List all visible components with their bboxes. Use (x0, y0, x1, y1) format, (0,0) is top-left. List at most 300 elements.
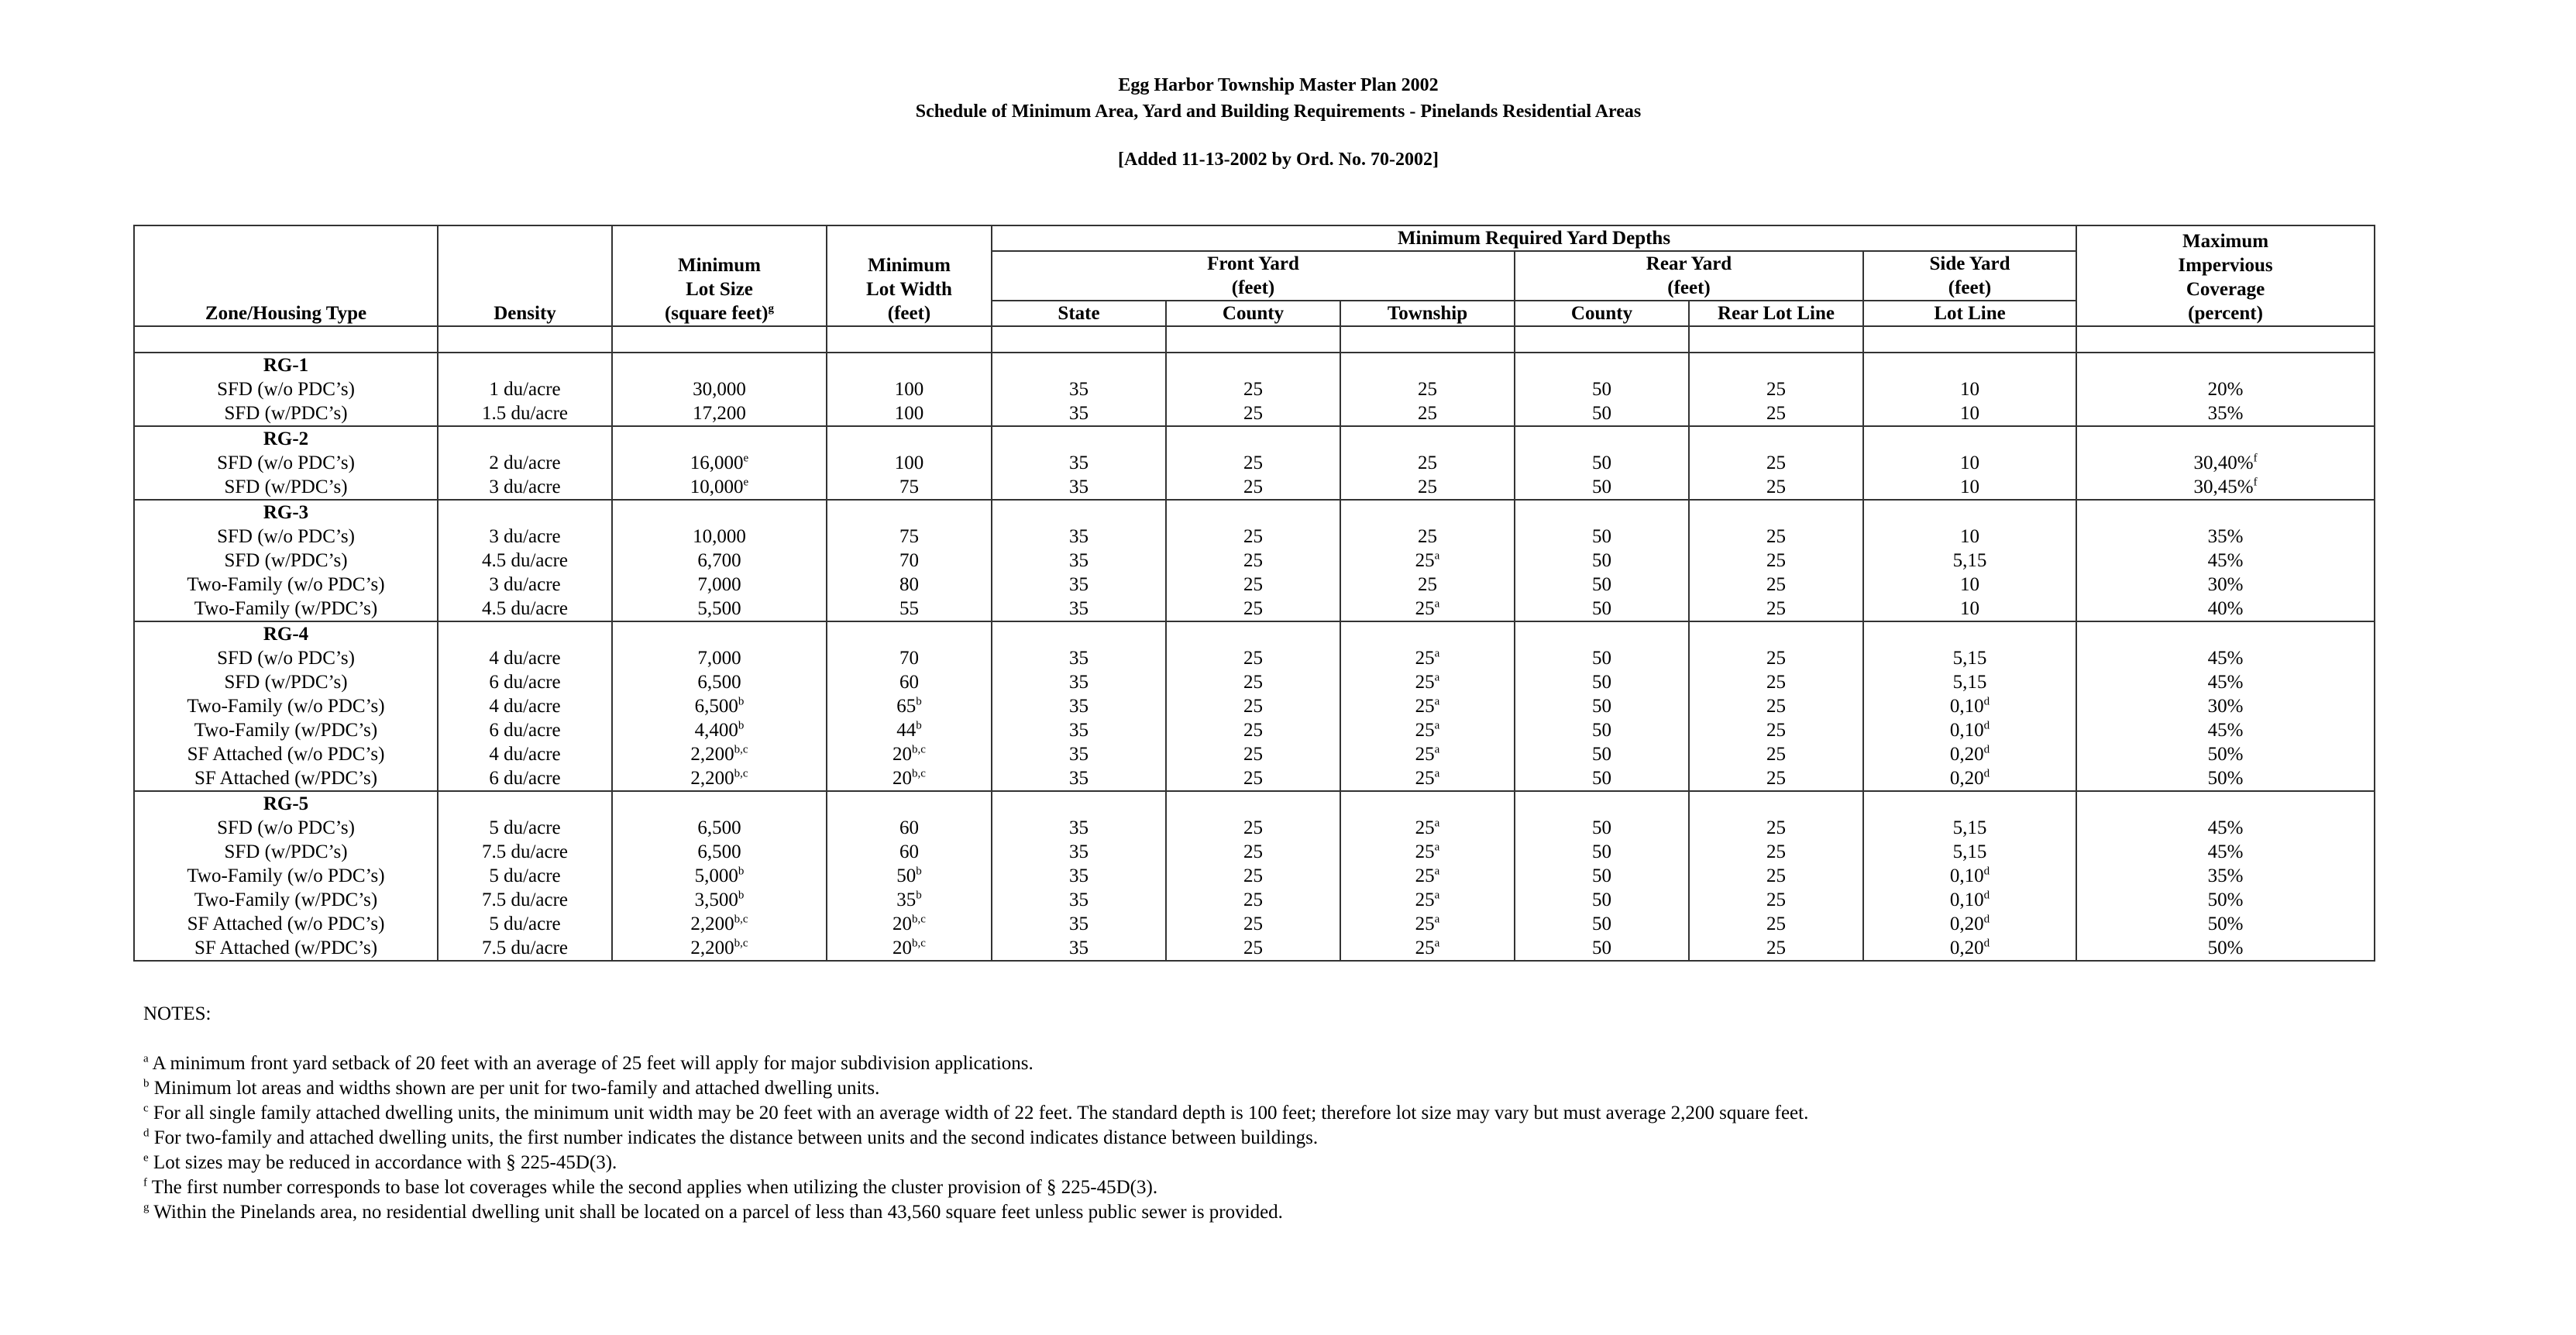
rear-county-cell-value: 50 (1592, 598, 1611, 619)
front-county-cell-value: 25 (1243, 526, 1263, 547)
table-row (134, 597, 2375, 621)
lot-size-cell (612, 549, 827, 573)
front-state-cell-value: 35 (1069, 379, 1089, 400)
zone-header-row (134, 426, 2375, 451)
front-state-cell-value: 35 (1069, 648, 1089, 669)
housing-type-cell (134, 936, 438, 961)
lot-width-cell-value: 20 (892, 768, 913, 789)
coverage-cell (2076, 646, 2375, 670)
table-row (134, 694, 2375, 718)
front-county-cell-value: 25 (1243, 938, 1263, 958)
front-state-cell-value: 35 (1069, 889, 1089, 910)
housing-type-cell-value: SF Attached (w/PDC’s) (194, 768, 378, 789)
rear-lot-line-cell (1689, 573, 1863, 597)
density-cell (438, 670, 612, 694)
document-subtitle: Schedule of Minimum Area, Yard and Building Requirements - Pinelands Residential Areas (915, 102, 1642, 122)
document-header (0, 72, 2557, 173)
footnote-marker: a (1434, 817, 1440, 830)
front-township-cell (1340, 475, 1515, 500)
lot-size-cell-value: 5,000 (694, 865, 738, 886)
side-lot-line-cell (1863, 718, 2076, 742)
density-cell-value: 7.5 du/acre (481, 841, 569, 862)
lot-size-cell (612, 525, 827, 549)
rear-lot-line-cell (1689, 888, 1863, 912)
front-county-cell (1166, 451, 1340, 475)
lot-width-cell (827, 549, 992, 573)
rear-lot-line-cell (1689, 766, 1863, 791)
rear-lot-line-cell (1689, 475, 1863, 500)
coverage-cell (2076, 840, 2375, 864)
housing-type-cell (134, 840, 438, 864)
front-county-cell-value: 25 (1243, 720, 1263, 741)
empty-cell (992, 426, 1166, 451)
side-lot-line-cell (1863, 549, 2076, 573)
front-township-cell (1340, 766, 1515, 791)
coverage-cell-value: 35% (2207, 526, 2244, 547)
empty-cell (612, 621, 827, 646)
lot-width-cell-value: 35 (896, 889, 917, 910)
lot-size-cell-value: 6,500 (697, 841, 741, 862)
empty-cell (2076, 500, 2375, 525)
rear-county-cell (1515, 936, 1689, 961)
lot-size-cell-value: 2,200 (690, 938, 734, 958)
rear-lot-line-cell (1689, 840, 1863, 864)
rear-lot-line-cell-value: 25 (1766, 379, 1786, 400)
footnote-marker: b (738, 719, 745, 732)
housing-type-cell (134, 864, 438, 888)
rear-county-cell (1515, 475, 1689, 500)
density-cell-value: 5 du/acre (489, 914, 561, 934)
rear-county-cell-value: 50 (1592, 452, 1611, 473)
front-township-cell (1340, 888, 1515, 912)
note-marker: g (143, 1201, 150, 1214)
front-township-cell-value: 25 (1415, 648, 1435, 669)
header-zone-housing-type: Zone/Housing Type (134, 225, 438, 326)
lot-size-cell (612, 670, 827, 694)
front-township-cell-value: 25 (1418, 574, 1437, 595)
housing-type-cell (134, 401, 438, 426)
rear-lot-line-cell (1689, 597, 1863, 621)
empty-cell (1340, 791, 1515, 816)
table-row (134, 549, 2375, 573)
side-lot-line-cell-value: 0,10 (1949, 720, 1984, 741)
lot-size-cell (612, 718, 827, 742)
note-item (143, 1126, 1808, 1151)
density-cell (438, 549, 612, 573)
side-lot-line-cell (1863, 646, 2076, 670)
front-county-cell-value: 25 (1243, 696, 1263, 717)
empty-cell (1340, 353, 1515, 377)
rear-county-cell-value: 50 (1592, 720, 1611, 741)
table-row (134, 475, 2375, 500)
front-township-cell (1340, 401, 1515, 426)
front-township-cell (1340, 573, 1515, 597)
lot-width-cell (827, 401, 992, 426)
rear-county-cell (1515, 888, 1689, 912)
empty-cell (1515, 791, 1689, 816)
housing-type-cell-value: SFD (w/PDC’s) (224, 477, 348, 497)
housing-type-cell-value: SFD (w/o PDC’s) (217, 452, 355, 473)
housing-type-cell-value: Two-Family (w/o PDC’s) (187, 865, 385, 886)
side-lot-line-cell (1863, 573, 2076, 597)
rear-county-cell-value: 50 (1592, 574, 1611, 595)
empty-cell (992, 621, 1166, 646)
empty-cell (1166, 621, 1340, 646)
lot-width-cell-value: 65 (896, 696, 917, 717)
front-township-cell (1340, 377, 1515, 401)
lot-width-cell-value: 75 (899, 526, 919, 547)
lot-width-cell-value: 20 (892, 914, 913, 934)
rear-county-cell-value: 50 (1592, 914, 1611, 934)
footnote-marker: b,c (734, 743, 748, 756)
coverage-cell (2076, 766, 2375, 791)
footnote-marker: b (916, 719, 922, 732)
density-cell (438, 401, 612, 426)
empty-cell (1515, 621, 1689, 646)
zone-header-row (134, 353, 2375, 377)
housing-type-cell (134, 912, 438, 936)
lot-width-cell (827, 646, 992, 670)
coverage-cell-value: 45% (2207, 550, 2244, 571)
lot-size-cell-value: 4,400 (694, 720, 738, 741)
table-row (134, 840, 2375, 864)
lot-width-cell-value: 100 (894, 403, 924, 424)
amendment-note: [Added 11-13-2002 by Ord. No. 70-2002] (1117, 150, 1439, 170)
rear-lot-line-cell (1689, 912, 1863, 936)
front-township-cell (1340, 646, 1515, 670)
footnote-marker: d (1983, 865, 1990, 878)
front-state-cell-value: 35 (1069, 865, 1089, 886)
side-lot-line-cell-value: 0,20 (1949, 744, 1984, 765)
front-county-cell-value: 25 (1243, 403, 1263, 424)
rear-lot-line-cell (1689, 646, 1863, 670)
coverage-cell (2076, 525, 2375, 549)
front-county-cell-value: 25 (1243, 550, 1263, 571)
coverage-cell (2076, 816, 2375, 840)
coverage-cell-value: 50% (2207, 744, 2244, 765)
empty-cell (1340, 621, 1515, 646)
front-state-cell (992, 718, 1166, 742)
footnote-marker: b,c (734, 767, 748, 780)
coverage-cell (2076, 597, 2375, 621)
front-state-cell-value: 35 (1069, 768, 1089, 789)
rear-lot-line-cell (1689, 694, 1863, 718)
coverage-cell-value: 45% (2207, 720, 2244, 741)
front-county-cell-value: 25 (1243, 574, 1263, 595)
front-state-cell (992, 573, 1166, 597)
empty-cell (827, 426, 992, 451)
density-cell (438, 718, 612, 742)
footnote-marker: b (916, 865, 922, 878)
header-minimum-lot-width: Minimum Lot Width (feet) (827, 225, 992, 326)
table-row (134, 936, 2375, 961)
rear-county-cell (1515, 718, 1689, 742)
front-county-cell (1166, 936, 1340, 961)
rear-lot-line-cell-value: 25 (1766, 574, 1786, 595)
side-lot-line-cell-value: 0,20 (1949, 768, 1984, 789)
table-row (134, 912, 2375, 936)
front-county-cell (1166, 401, 1340, 426)
lot-width-cell (827, 670, 992, 694)
coverage-cell-value: 45% (2207, 817, 2244, 838)
lot-width-cell-value: 70 (899, 550, 919, 571)
rear-county-cell (1515, 840, 1689, 864)
front-county-cell (1166, 742, 1340, 766)
density-cell-value: 3 du/acre (489, 526, 561, 547)
lot-size-cell (612, 888, 827, 912)
footnote-marker: b (738, 865, 745, 878)
note-marker: b (143, 1077, 150, 1090)
header-side-lot-line: Lot Line (1863, 301, 2076, 326)
front-state-cell-value: 35 (1069, 452, 1089, 473)
lot-size-cell (612, 936, 827, 961)
housing-type-cell-value: Two-Family (w/o PDC’s) (187, 696, 385, 717)
rear-county-cell (1515, 401, 1689, 426)
header-rear-lot-line: Rear Lot Line (1689, 301, 1863, 326)
rear-county-cell-value: 50 (1592, 672, 1611, 693)
density-cell (438, 451, 612, 475)
rear-lot-line-cell-value: 25 (1766, 696, 1786, 717)
front-county-cell (1166, 475, 1340, 500)
front-township-cell-value: 25 (1418, 477, 1437, 497)
coverage-cell-value: 45% (2207, 648, 2244, 669)
empty-cell (827, 621, 992, 646)
density-cell (438, 936, 612, 961)
housing-type-cell (134, 742, 438, 766)
density-cell-value: 6 du/acre (489, 672, 561, 693)
rear-county-cell-value: 50 (1592, 817, 1611, 838)
front-township-cell (1340, 936, 1515, 961)
rear-county-cell-value: 50 (1592, 696, 1611, 717)
footnote-marker: g (768, 302, 775, 315)
empty-cell (612, 353, 827, 377)
note-item (143, 1200, 1808, 1225)
side-lot-line-cell (1863, 912, 2076, 936)
rear-county-cell (1515, 816, 1689, 840)
table-row (134, 646, 2375, 670)
front-county-cell (1166, 718, 1340, 742)
rear-lot-line-cell (1689, 936, 1863, 961)
rear-county-cell (1515, 451, 1689, 475)
lot-size-cell-value: 6,500 (697, 672, 741, 693)
front-county-cell (1166, 525, 1340, 549)
table-row (134, 888, 2375, 912)
empty-cell (1689, 791, 1863, 816)
front-township-cell-value: 25 (1415, 889, 1435, 910)
front-county-cell-value: 25 (1243, 477, 1263, 497)
lot-size-cell-value: 5,500 (697, 598, 741, 619)
note-marker: d (143, 1127, 150, 1140)
housing-type-cell (134, 549, 438, 573)
header-minimum-lot-size: Minimum Lot Size (square feet)$^g$ (612, 225, 827, 326)
density-cell (438, 816, 612, 840)
side-lot-line-cell-value: 10 (1960, 477, 1980, 497)
front-state-cell-value: 35 (1069, 914, 1089, 934)
lot-width-cell (827, 864, 992, 888)
coverage-cell (2076, 912, 2375, 936)
rear-lot-line-cell-value: 25 (1766, 403, 1786, 424)
front-county-cell-value: 25 (1243, 744, 1263, 765)
housing-type-cell (134, 597, 438, 621)
housing-type-cell (134, 377, 438, 401)
footnote-marker: b,c (912, 937, 926, 950)
lot-width-cell (827, 597, 992, 621)
rear-lot-line-cell (1689, 401, 1863, 426)
coverage-cell (2076, 742, 2375, 766)
rear-county-cell (1515, 766, 1689, 791)
empty-cell (612, 500, 827, 525)
empty-cell (1166, 426, 1340, 451)
footnote-marker: a (1434, 695, 1440, 708)
side-lot-line-cell (1863, 475, 2076, 500)
front-state-cell-value: 35 (1069, 696, 1089, 717)
housing-type-cell (134, 573, 438, 597)
rear-lot-line-cell-value: 25 (1766, 550, 1786, 571)
side-lot-line-cell (1863, 694, 2076, 718)
empty-cell (2076, 621, 2375, 646)
lot-width-cell-value: 60 (899, 672, 919, 693)
density-cell-value: 6 du/acre (489, 768, 561, 789)
side-lot-line-cell (1863, 888, 2076, 912)
footnote-marker: d (1983, 913, 1990, 926)
side-lot-line-cell (1863, 451, 2076, 475)
lot-width-cell (827, 888, 992, 912)
lot-width-cell (827, 451, 992, 475)
front-state-cell-value: 35 (1069, 672, 1089, 693)
rear-county-cell-value: 50 (1592, 648, 1611, 669)
density-cell-value: 7.5 du/acre (481, 889, 569, 910)
header-county: County (1166, 301, 1340, 326)
header-yard-depths: Minimum Required Yard Depths (992, 225, 2076, 251)
rear-lot-line-cell-value: 25 (1766, 938, 1786, 958)
front-township-cell-value: 25 (1415, 841, 1435, 862)
front-township-cell-value: 25 (1415, 550, 1435, 571)
side-lot-line-cell (1863, 840, 2076, 864)
note-item (143, 1101, 1808, 1126)
side-lot-line-cell-value: 5,15 (1952, 648, 1987, 669)
housing-type-cell-value: SF Attached (w/o PDC’s) (187, 744, 385, 765)
empty-cell (438, 500, 612, 525)
front-county-cell (1166, 549, 1340, 573)
front-state-cell (992, 694, 1166, 718)
table-body (134, 326, 2375, 961)
rear-lot-line-cell-value: 25 (1766, 720, 1786, 741)
rear-county-cell (1515, 597, 1689, 621)
front-state-cell (992, 646, 1166, 670)
notes-heading: NOTES: (143, 1003, 212, 1024)
density-cell (438, 475, 612, 500)
front-state-cell-value: 35 (1069, 598, 1089, 619)
front-township-cell (1340, 694, 1515, 718)
empty-cell (827, 791, 992, 816)
empty-cell (1689, 426, 1863, 451)
lot-size-cell (612, 451, 827, 475)
front-county-cell-value: 25 (1243, 865, 1263, 886)
side-lot-line-cell (1863, 936, 2076, 961)
footnote-marker: a (1434, 889, 1440, 902)
footnote-marker: e (743, 452, 749, 465)
coverage-cell-value: 45% (2207, 672, 2244, 693)
housing-type-cell-value: SFD (w/o PDC’s) (217, 379, 355, 400)
rear-lot-line-cell-value: 25 (1766, 672, 1786, 693)
front-township-cell-value: 25 (1415, 817, 1435, 838)
footnote-marker: a (1434, 865, 1440, 878)
side-lot-line-cell (1863, 525, 2076, 549)
front-township-cell-value: 25 (1415, 744, 1435, 765)
footnote-marker: b,c (734, 937, 748, 950)
front-county-cell (1166, 646, 1340, 670)
empty-cell (992, 500, 1166, 525)
front-township-cell-value: 25 (1418, 379, 1437, 400)
coverage-cell-value: 20% (2207, 379, 2244, 400)
rear-lot-line-cell (1689, 816, 1863, 840)
lot-width-cell (827, 936, 992, 961)
front-township-cell (1340, 840, 1515, 864)
table-row (134, 573, 2375, 597)
density-cell-value: 2 du/acre (489, 452, 561, 473)
empty-cell (1863, 500, 2076, 525)
coverage-cell-value: 30% (2207, 574, 2244, 595)
footnote-marker: a (1434, 913, 1440, 926)
front-township-cell-value: 25 (1415, 598, 1435, 619)
side-lot-line-cell (1863, 597, 2076, 621)
rear-county-cell (1515, 864, 1689, 888)
density-cell (438, 597, 612, 621)
front-township-cell-value: 25 (1415, 768, 1435, 789)
density-cell-value: 4.5 du/acre (481, 550, 569, 571)
front-state-cell-value: 35 (1069, 403, 1089, 424)
footnote-marker: a (1434, 597, 1440, 611)
housing-type-cell-value: Two-Family (w/PDC’s) (194, 720, 378, 741)
rear-county-cell (1515, 742, 1689, 766)
density-cell-value: 3 du/acre (489, 477, 561, 497)
rear-county-cell-value: 50 (1592, 768, 1611, 789)
footnote-marker: b,c (912, 913, 926, 926)
zone-name: RG-5 (134, 791, 438, 816)
side-lot-line-cell-value: 5,15 (1952, 841, 1987, 862)
empty-cell (1166, 500, 1340, 525)
note-text: A minimum front yard setback of 20 feet with an average of 25 feet will apply for major subdivision applications. (148, 1053, 1033, 1074)
footnote-marker: f (2253, 476, 2258, 489)
density-cell (438, 888, 612, 912)
lot-width-cell-value: 60 (899, 841, 919, 862)
housing-type-cell-value: Two-Family (w/o PDC’s) (187, 574, 385, 595)
footnote-marker: f (2253, 452, 2258, 465)
coverage-cell (2076, 549, 2375, 573)
rear-lot-line-cell-value: 25 (1766, 914, 1786, 934)
front-county-cell (1166, 377, 1340, 401)
empty-cell (1166, 791, 1340, 816)
table-row (134, 377, 2375, 401)
front-county-cell-value: 25 (1243, 648, 1263, 669)
table-row (134, 864, 2375, 888)
note-text: Within the Pinelands area, no residential dwelling unit shall be located on a parcel of less than 43,560 square feet unless public sewer is provided. (149, 1202, 1283, 1223)
rear-county-cell-value: 50 (1592, 550, 1611, 571)
side-lot-line-cell-value: 10 (1960, 574, 1980, 595)
front-county-cell-value: 25 (1243, 817, 1263, 838)
rear-lot-line-cell-value: 25 (1766, 865, 1786, 886)
footnote-marker: d (1983, 743, 1990, 756)
lot-size-cell-value: 7,000 (697, 574, 741, 595)
lot-width-cell-value: 70 (899, 648, 919, 669)
front-county-cell-value: 25 (1243, 914, 1263, 934)
density-cell-value: 4 du/acre (489, 744, 561, 765)
lot-size-cell-value: 6,500 (697, 817, 741, 838)
empty-cell (1863, 791, 2076, 816)
housing-type-cell (134, 451, 438, 475)
front-county-cell (1166, 766, 1340, 791)
side-lot-line-cell-value: 10 (1960, 403, 1980, 424)
